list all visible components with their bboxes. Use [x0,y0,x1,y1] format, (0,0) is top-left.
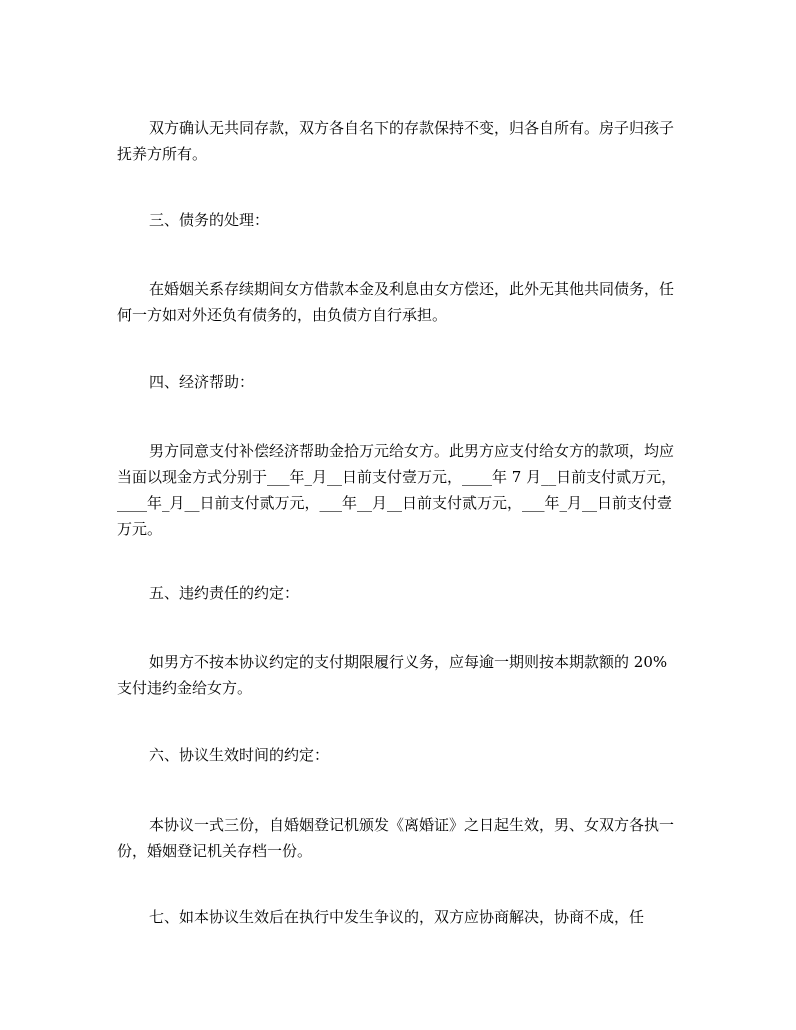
paragraph-savings: 双方确认无共同存款，双方各自名下的存款保持不变，归各自所有。房子归孩子抚养方所有。 [117,119,675,163]
paragraph-dispute: 七、如本协议生效后在执行中发生争议的，双方应协商解决，协商不成，任 [149,908,645,926]
paragraph-economic-aid: 男方同意支付补偿经济帮助金拾万元给女方。此男方应支付给女方的款项，均应当面以现金方式分别于___年_月__日前支付壹万元，____年 7 月__日前支付贰万元，____年_月__日前支付贰万元，___年__月__日前支付贰万元，___年_月__日前支付壹万元。 [117,442,677,538]
heading-breach: 五、违约责任的约定： [149,584,300,602]
heading-debts: 三、债务的处理： [149,211,270,229]
paragraph-debts: 在婚姻关系存续期间女方借款本金及利息由女方偿还，此外无其他共同债务，任何一方如对外还负有债务的，由负债方自行承担。 [117,280,675,324]
paragraph-effective-time: 本协议一式三份，自婚姻登记机颁发《离婚证》之日起生效，男、女双方各执一份，婚姻登记机关存档一份。 [117,816,675,860]
heading-economic-aid: 四、经济帮助： [149,373,255,391]
paragraph-breach: 如男方不按本协议约定的支付期限履行义务，应每逾一期则按本期款额的 20%支付违约金给女方。 [117,653,668,697]
heading-effective-time: 六、协议生效时间的约定： [149,746,330,764]
